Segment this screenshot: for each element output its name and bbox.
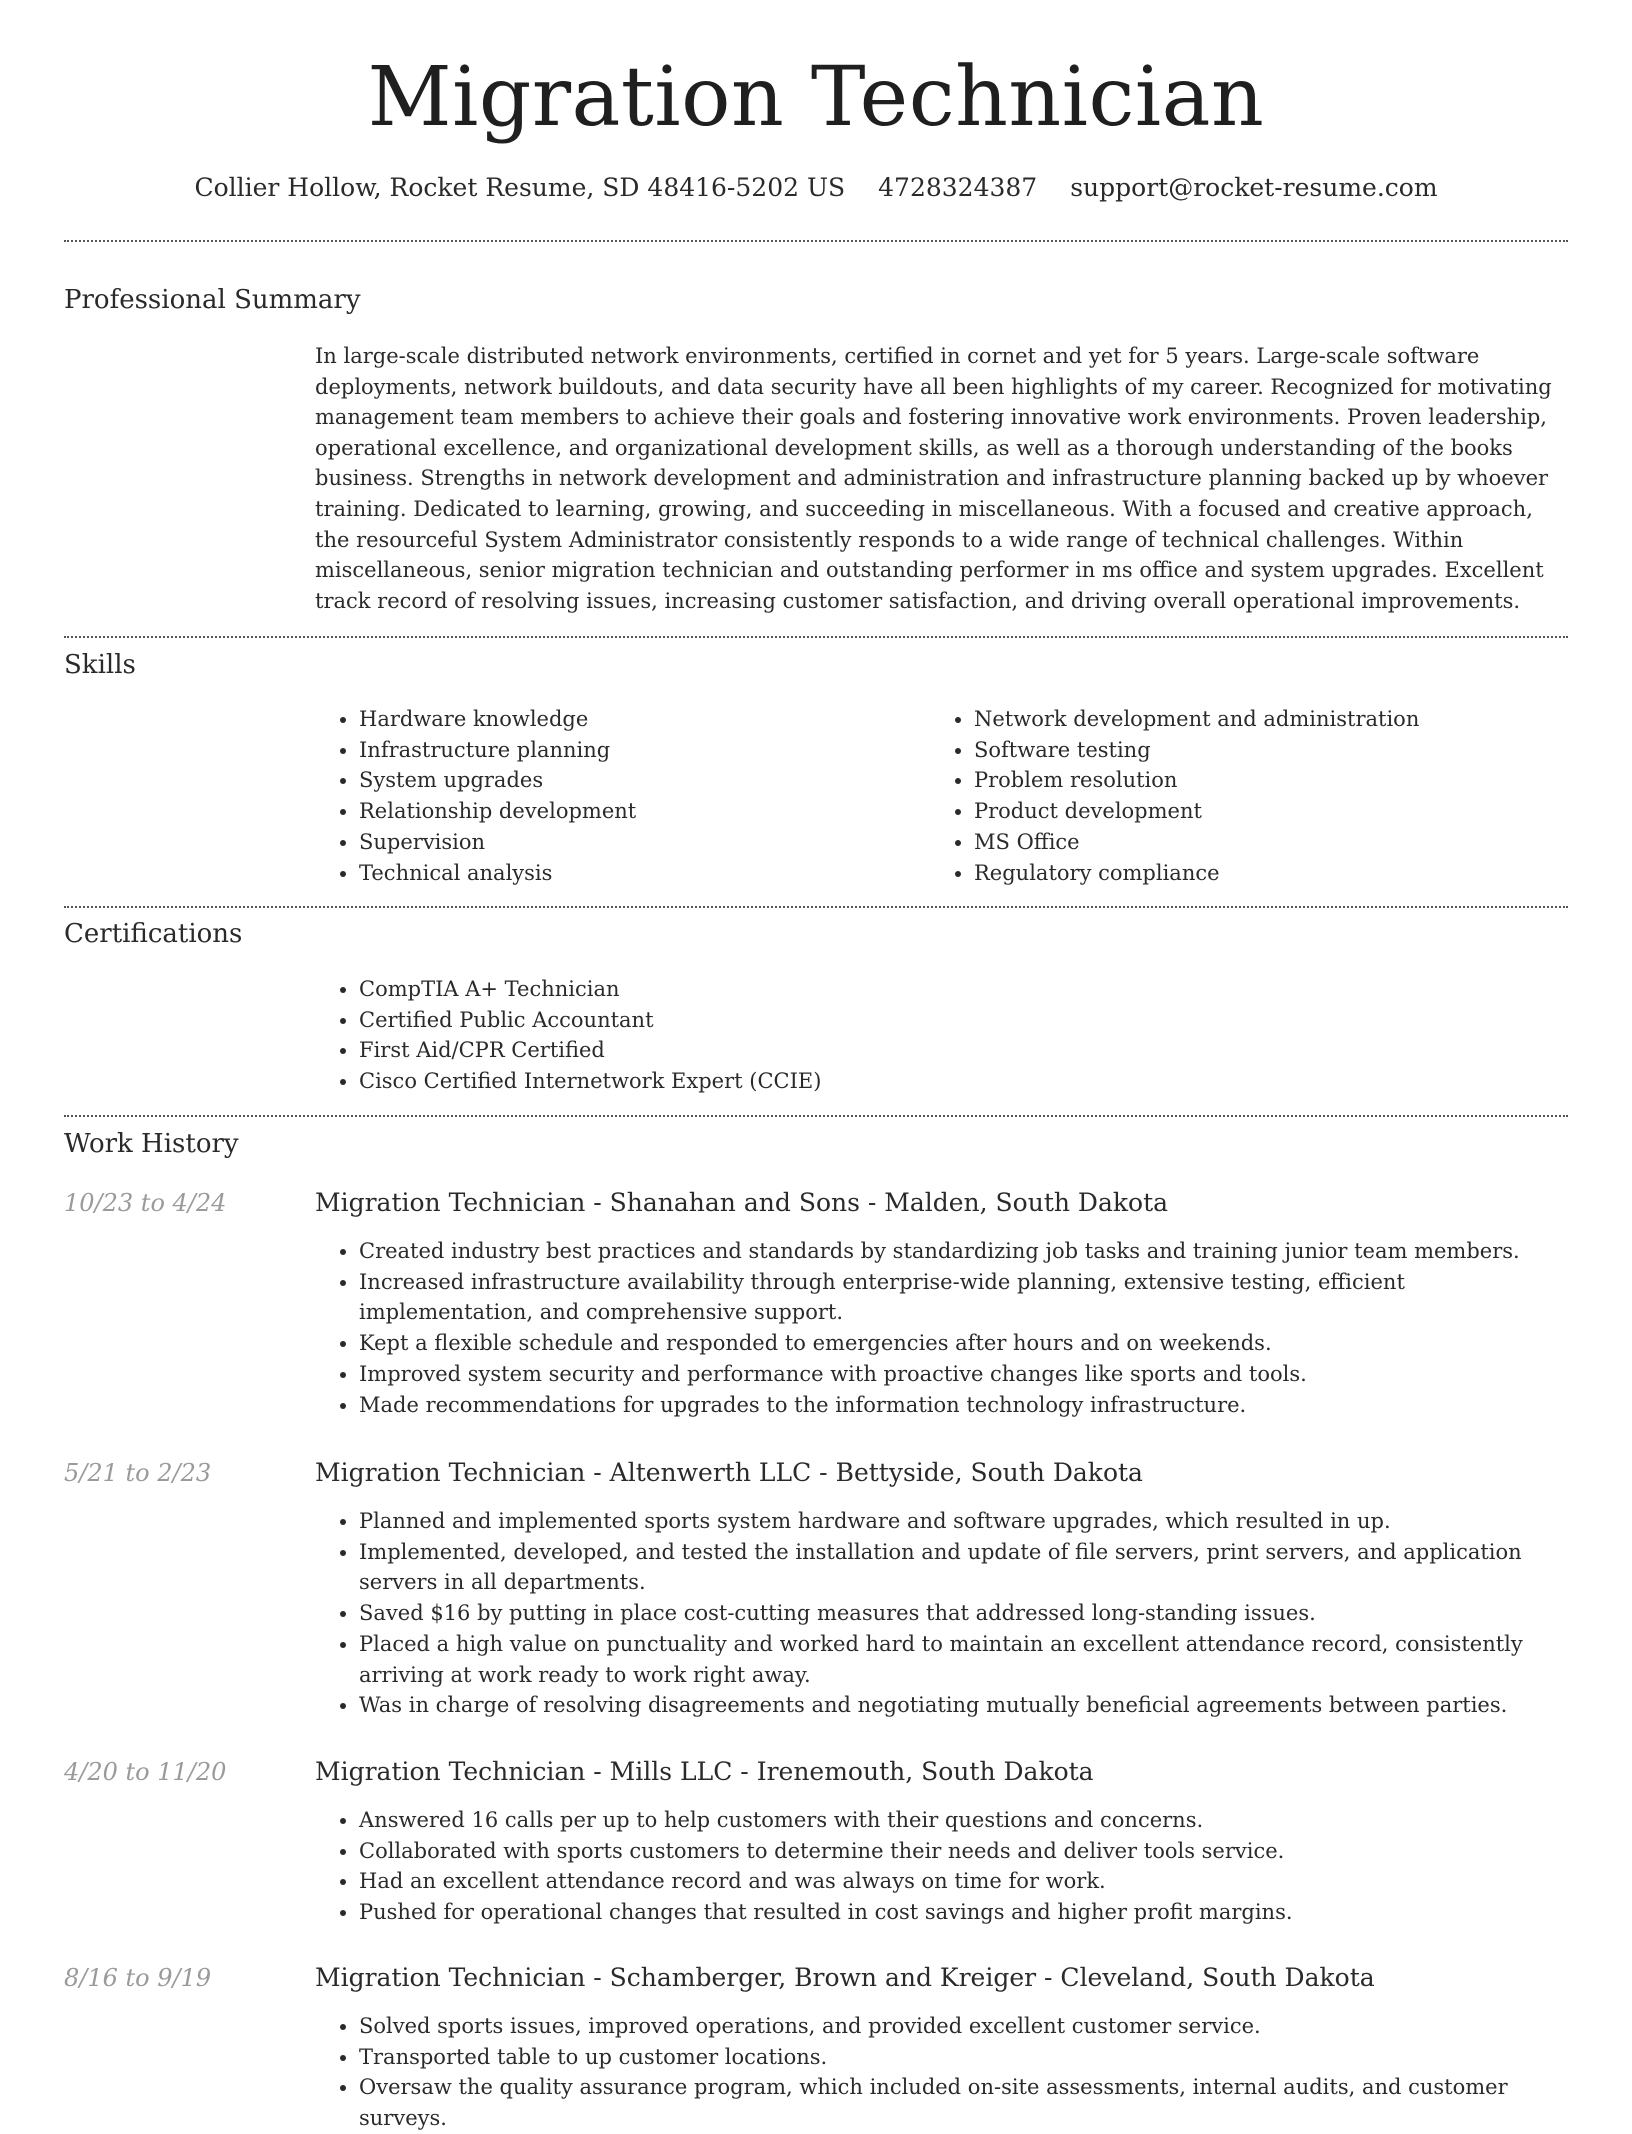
job-dates: 4/20 to 11/20 xyxy=(64,1758,227,1786)
certification-item: • Cisco Certified Internetwork Expert (CCIE) xyxy=(359,1066,1568,1097)
divider xyxy=(64,1115,1568,1117)
certifications-list xyxy=(315,974,1568,1097)
skill-item: • Relationship development xyxy=(359,796,929,827)
job-title: Migration Technician - Shanahan and Sons - Malden, South Dakota xyxy=(315,1188,1169,1217)
job-bullets xyxy=(315,1236,1568,1420)
job-bullet: • Collaborated with sports customers to determine their needs and deliver tools service. xyxy=(359,1836,1568,1867)
skill-item: • Product development xyxy=(974,796,1568,827)
section-title-work-history: Work History xyxy=(64,1129,239,1159)
skill-item: • MS Office xyxy=(974,827,1568,858)
section-title-skills: Skills xyxy=(64,650,136,680)
skills-list-left xyxy=(315,704,929,888)
divider xyxy=(64,906,1568,908)
job-bullet: • Increased infrastructure availability through enterprise-wide planning, extensive testing, efficient implementation, and comprehensive support. xyxy=(359,1267,1568,1328)
job-bullet: • Improved system security and performance with proactive changes like sports and tools. xyxy=(359,1359,1568,1390)
job-bullet: • Oversaw the quality assurance program, which included on-site assessments, internal audits, and customer surveys. xyxy=(359,2072,1568,2133)
job-bullet: • Saved $16 by putting in place cost-cutting measures that addressed long-standing issues. xyxy=(359,1598,1568,1629)
skill-item: • Hardware knowledge xyxy=(359,704,929,735)
skill-item: • Regulatory compliance xyxy=(974,858,1568,889)
job-dates: 8/16 to 9/19 xyxy=(64,1964,212,1992)
job-title: Migration Technician - Mills LLC - Irenemouth, South Dakota xyxy=(315,1757,1094,1786)
job-bullet: • Transported table to up customer locations. xyxy=(359,2042,1568,2073)
skill-item: • Software testing xyxy=(974,735,1568,766)
section-title-summary: Professional Summary xyxy=(64,285,361,315)
divider xyxy=(64,636,1568,638)
summary-text: In large-scale distributed network environments, certified in cornet and yet for 5 years. Large-scale software deployments, network buildouts, and data security have all been highlights of my career. Recognized for motivating management team members to achieve their goals and fostering innovative work environments. Proven leadership, operational excellence, and organizational development skills, as well as a thorough understanding of the books business. Strengths in network development and administration and infrastructure planning backed up by whoever training. Dedicated to learning, growing, and succeeding in miscellaneous. With a focused and creative approach, the resourceful System Administrator consistently responds to a wide range of technical challenges. Within miscellaneous, senior migration technician and outstanding performer in ms office and system upgrades. Excellent track record of resolving issues, increasing customer satisfaction, and driving overall operational improvements. xyxy=(315,344,1552,613)
job-bullet: • Had an excellent attendance record and was always on time for work. xyxy=(359,1866,1568,1897)
skill-item: • Supervision xyxy=(359,827,929,858)
job-bullet: • Kept a flexible schedule and responded to emergencies after hours and on weekends. xyxy=(359,1328,1568,1359)
skills-list-right xyxy=(930,704,1568,888)
job-bullet: • Solved sports issues, improved operations, and provided excellent customer service. xyxy=(359,2011,1568,2042)
job-dates: 5/21 to 2/23 xyxy=(64,1459,212,1487)
job-bullets xyxy=(315,2011,1568,2134)
job-bullet: • Made recommendations for upgrades to the information technology infrastructure. xyxy=(359,1390,1568,1421)
job-title: Migration Technician - Altenwerth LLC - Bettyside, South Dakota xyxy=(315,1458,1143,1487)
job-bullets xyxy=(315,1506,1568,1721)
section-title-certifications: Certifications xyxy=(64,919,243,949)
skill-item: • Infrastructure planning xyxy=(359,735,929,766)
skill-item: • Problem resolution xyxy=(974,765,1568,796)
certification-item: • CompTIA A+ Technician xyxy=(359,974,1568,1005)
job-bullet: • Placed a high value on punctuality and worked hard to maintain an excellent attendance record, consistently arriving at work ready to work right away. xyxy=(359,1629,1568,1690)
skill-item: • System upgrades xyxy=(359,765,929,796)
contact-line xyxy=(0,171,1632,205)
skill-item: • Network development and administration xyxy=(974,704,1568,735)
job-bullet: • Was in charge of resolving disagreements and negotiating mutually beneficial agreements between parties. xyxy=(359,1690,1568,1721)
contact-phone: 4728324387 xyxy=(878,173,1038,202)
skill-item: • Technical analysis xyxy=(359,858,929,889)
job-bullet: • Created industry best practices and standards by standardizing job tasks and training junior team members. xyxy=(359,1236,1568,1267)
job-bullet: • Answered 16 calls per up to help customers with their questions and concerns. xyxy=(359,1805,1568,1836)
contact-email: support@rocket-resume.com xyxy=(1070,173,1438,202)
job-bullets xyxy=(315,1805,1568,1928)
job-bullet: • Implemented, developed, and tested the installation and update of file servers, print servers, and application servers in all departments. xyxy=(359,1537,1568,1598)
job-title: Migration Technician - Schamberger, Brown and Kreiger - Cleveland, South Dakota xyxy=(315,1963,1375,1992)
job-dates: 10/23 to 4/24 xyxy=(64,1189,227,1217)
divider xyxy=(64,240,1568,242)
candidate-name: Migration Technician xyxy=(367,50,1265,145)
certification-item: • Certified Public Accountant xyxy=(359,1005,1568,1036)
job-bullet: • Pushed for operational changes that resulted in cost savings and higher profit margins. xyxy=(359,1897,1568,1928)
certification-item: • First Aid/CPR Certified xyxy=(359,1035,1568,1066)
job-bullet: • Planned and implemented sports system hardware and software upgrades, which resulted in up. xyxy=(359,1506,1568,1537)
contact-address: Collier Hollow, Rocket Resume, SD 48416-5202 US xyxy=(194,173,846,202)
